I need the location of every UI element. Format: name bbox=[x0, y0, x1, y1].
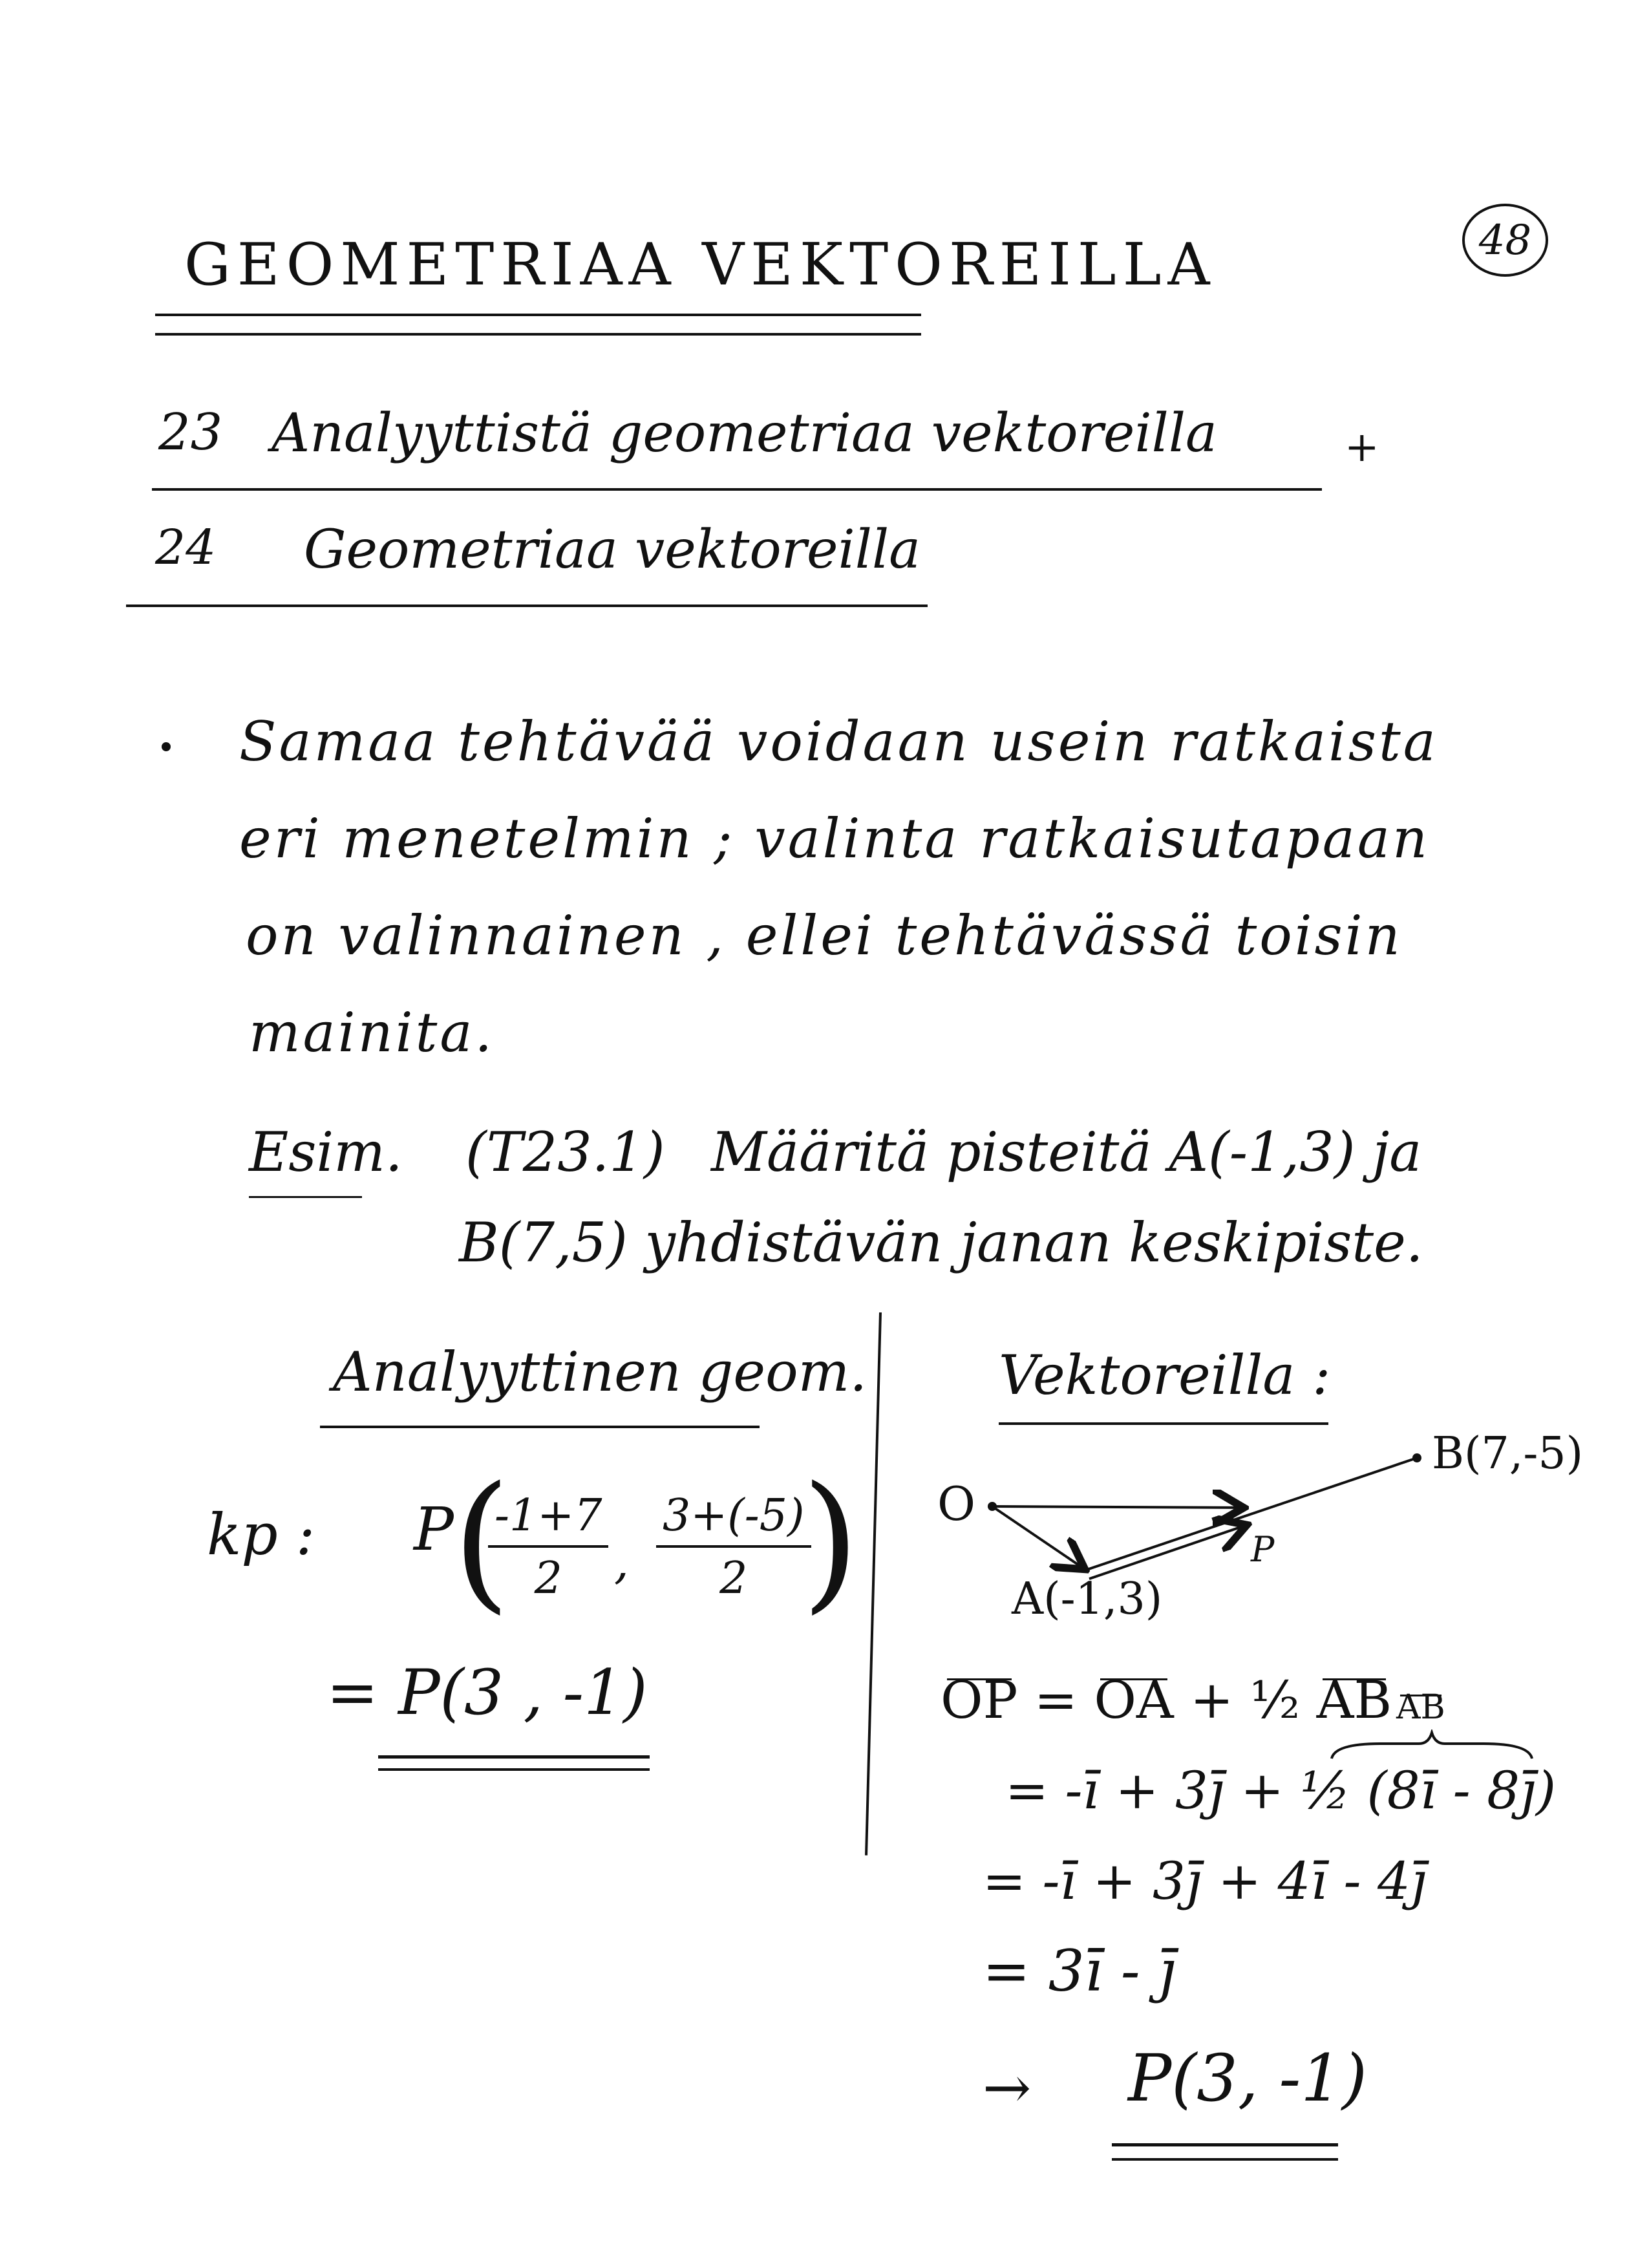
example-label: Esim. bbox=[249, 1120, 403, 1184]
vector-O-P bbox=[992, 1506, 1241, 1508]
chapter-title: GEOMETRIAA VEKTOREILLA bbox=[184, 231, 1217, 299]
section-23-title: Analyyttistä geometriaa vektoreilla bbox=[271, 403, 1217, 464]
paragraph-line-4: mainita. bbox=[249, 1001, 495, 1064]
point-B-dot bbox=[1412, 1453, 1421, 1462]
section-23-underline bbox=[152, 488, 1322, 491]
point-P-label: P bbox=[1251, 1529, 1275, 1570]
left-open-paren: ( bbox=[452, 1455, 511, 1628]
final-underline-2 bbox=[1112, 2158, 1338, 2161]
left-result: = P(3 , -1) bbox=[326, 1656, 648, 1729]
fraction-x-denominator: 2 bbox=[534, 1553, 562, 1604]
page-number bbox=[1462, 204, 1548, 277]
point-O-label: O bbox=[937, 1477, 976, 1531]
equation-2: = -ī + 3j̄ + ½ (8ī - 8j̄) bbox=[1005, 1760, 1557, 1821]
vector-O-A bbox=[992, 1506, 1083, 1568]
vector-A-P bbox=[1089, 1526, 1244, 1579]
equation-3: = -ī + 3j̄ + 4ī - 4j̄ bbox=[983, 1851, 1427, 1911]
vec-AB: AB bbox=[1316, 1670, 1392, 1730]
fraction-y bbox=[656, 1490, 811, 1604]
right-heading: Vektoreilla : bbox=[999, 1343, 1331, 1407]
equation-1 bbox=[941, 1670, 1392, 1730]
point-B-label: B(7,-5) bbox=[1432, 1428, 1584, 1479]
paragraph-line-2: eri menetelmin ; valinta ratkaisutapaan bbox=[239, 807, 1431, 870]
eq1-equals: = bbox=[1034, 1670, 1078, 1730]
kp-label: kp : bbox=[207, 1501, 315, 1568]
brace-label bbox=[1396, 1688, 1445, 1727]
left-heading-underline bbox=[320, 1426, 760, 1428]
segment-A-B bbox=[1083, 1458, 1417, 1571]
column-divider bbox=[865, 1312, 882, 1856]
left-result-underline-2 bbox=[378, 1768, 650, 1771]
paragraph-line-1: Samaa tehtävää voidaan usein ratkaista bbox=[239, 710, 1438, 773]
fraction-comma: , bbox=[614, 1535, 629, 1589]
equation-4: = 3ī - j̄ bbox=[983, 1938, 1176, 2004]
left-result-underline-1 bbox=[378, 1755, 650, 1759]
title-underline-2 bbox=[155, 333, 921, 336]
point-O-dot bbox=[988, 1502, 997, 1511]
section-24-title: Geometriaa vektoreilla bbox=[304, 519, 921, 581]
example-label-underline bbox=[249, 1196, 362, 1198]
fraction-x bbox=[488, 1490, 608, 1604]
implies-arrow: → bbox=[983, 2054, 1032, 2122]
fraction-x-numerator: -1+7 bbox=[488, 1490, 608, 1548]
vec-OP: OP bbox=[941, 1670, 1018, 1730]
example-line-2: B(7,5) yhdistävän janan keskipiste. bbox=[459, 1211, 1423, 1274]
page-number-text: 48 bbox=[1478, 216, 1532, 264]
paragraph-line-3: on valinnainen , ellei tehtävässä toisin bbox=[246, 904, 1403, 967]
P-label: P bbox=[414, 1495, 454, 1564]
eq1-half: + ½ bbox=[1190, 1670, 1301, 1730]
section-23-plus: + bbox=[1345, 423, 1379, 471]
brace-vec-AB: AB bbox=[1396, 1688, 1445, 1727]
left-close-paren: ) bbox=[802, 1455, 860, 1628]
final-underline-1 bbox=[1112, 2143, 1338, 2146]
fraction-y-denominator: 2 bbox=[719, 1553, 748, 1604]
bullet-dot bbox=[162, 742, 171, 751]
example-line-1: Määritä pisteitä A(-1,3) ja bbox=[711, 1120, 1422, 1184]
section-24-underline bbox=[126, 604, 928, 607]
left-heading: Analyyttinen geom. bbox=[333, 1340, 867, 1404]
title-underline-1 bbox=[155, 314, 921, 316]
vec-OA: OA bbox=[1094, 1670, 1174, 1730]
example-ref: (T23.1) bbox=[465, 1120, 665, 1184]
point-A-label: A(-1,3) bbox=[1012, 1574, 1163, 1625]
section-24-number: 24 bbox=[155, 520, 217, 575]
overbrace bbox=[1328, 1729, 1535, 1762]
fraction-y-numerator: 3+(-5) bbox=[656, 1490, 811, 1548]
final-answer: P(3, -1) bbox=[1128, 2040, 1367, 2116]
section-23-number: 23 bbox=[158, 403, 223, 462]
